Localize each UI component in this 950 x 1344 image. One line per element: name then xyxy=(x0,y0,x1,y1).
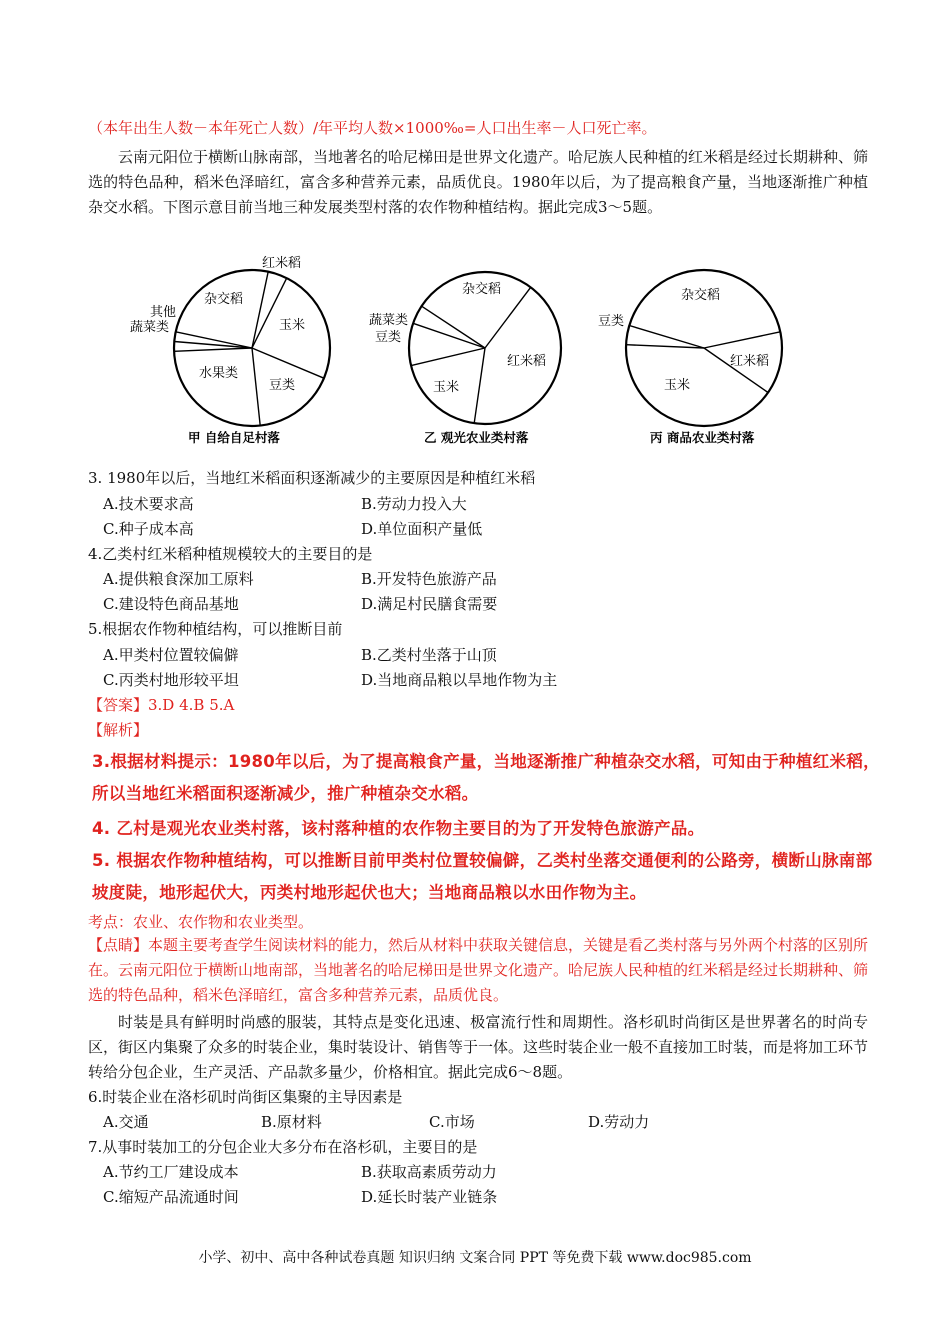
question-6-option-a: A.交通 xyxy=(103,1113,149,1131)
dianjing-paragraph: 【点睛】本题主要考查学生阅读材料的能力，然后从材料中获取关键信息，关键是看乙类村落与另外两个村落的区别所在。云南元阳位于横断山地南部，当地著名的哈尼梯田是世界文化遗产。哈尼族人民种植的红米稻是经过长期耕种、筛选的特色品种，稻米色泽暗红，富含多种营养元素，品质优良。 xyxy=(88,936,869,1004)
explanation-3-line-1: 3.根据材料提示：1980年以后，为了提高粮食产量，当地逐渐推广种植杂交水稻，可知由于种植红米稻， xyxy=(92,752,880,771)
question-5-option-d: D.当地商品粮以旱地作物为主 xyxy=(361,671,558,689)
question-4-option-d: D.满足村民膳食需要 xyxy=(361,595,498,613)
pie-title: 丙 商品农业类村落 xyxy=(650,430,755,445)
pie-label: 杂交稻 xyxy=(681,288,721,303)
question-7-option-c: C.缩短产品流通时间 xyxy=(103,1188,239,1206)
intro-paragraph-fashion: 时装是具有鲜明时尚感的服装，其特点是变化迅速、极富流行性和周期性。洛杉矶时尚街区是世界著名的时尚专区，街区内集聚了众多的时装企业，集时装设计、销售等于一体。这些时装企业一般不直接加工时装，而是将加工环节转给分包企业，生产灵活、产品款多量少，价格相宜。据此完成6～8题。 xyxy=(88,1013,869,1081)
pie-label: 蔬菜类 xyxy=(130,320,170,335)
pie-label: 豆类 xyxy=(269,378,296,393)
pie-label: 红米稻 xyxy=(730,354,770,369)
explanation-4: 4. 乙村是观光农业类村落，该村落种植的农作物主要目的为了开发特色旅游产品。 xyxy=(92,819,705,838)
pie-label: 杂交稻 xyxy=(462,282,502,297)
kaodian-line: 考点：农业、农作物和农业类型。 xyxy=(88,913,314,931)
question-5-option-a: A.甲类村位置较偏僻 xyxy=(103,646,239,664)
pie-label: 蔬菜类 xyxy=(369,313,409,328)
question-5-option-c: C.丙类村地形较平坦 xyxy=(103,671,239,689)
pie-label: 玉米 xyxy=(664,378,691,393)
question-7-stem: 7.从事时装加工的分包企业大多分布在洛杉矶，主要目的是 xyxy=(88,1138,478,1156)
question-6-option-b: B.原材料 xyxy=(261,1113,322,1131)
question-4-option-c: C.建设特色商品基地 xyxy=(103,595,239,613)
page-footer: 小学、初中、高中各种试卷真题 知识归纳 文案合同 PPT 等免费下载 www.doc985.com xyxy=(198,1250,752,1266)
pie-title: 甲 自给自足村落 xyxy=(188,430,280,445)
analysis-label: 【解析】 xyxy=(88,721,149,739)
pie-label: 豆类 xyxy=(598,314,625,329)
pie-title: 乙 观光农业类村落 xyxy=(424,430,529,445)
intro-paragraph-yunnan: 云南元阳位于横断山脉南部，当地著名的哈尼梯田是世界文化遗产。哈尼族人民种植的红米稻是经过长期耕种、筛选的特色品种，稻米色泽暗红，富含多种营养元素，品质优良。1980年以后，为了提高粮食产量，当地逐渐推广种植杂交水稻。下图示意目前当地三种发展类型村落的农作物种植结构。据此完成3～5题。 xyxy=(88,148,869,216)
formula-line: （本年出生人数－本年死亡人数）/年平均人数×1000‰=人口出生率－人口死亡率。 xyxy=(88,119,657,137)
question-4-option-b: B.开发特色旅游产品 xyxy=(361,570,497,588)
question-5-option-b: B.乙类村坐落于山顶 xyxy=(361,646,497,664)
pie-label: 水果类 xyxy=(199,366,239,381)
question-7-option-d: D.延长时装产业链条 xyxy=(361,1188,498,1206)
question-6-option-c: C.市场 xyxy=(429,1113,475,1131)
explanation-5-line-2: 坡度陡，地形起伏大，丙类村地形起伏也大；当地商品粮以水田作物为主。 xyxy=(92,883,647,902)
question-3-option-a: A.技术要求高 xyxy=(103,495,194,513)
question-4-stem: 4.乙类村红米稻种植规模较大的主要目的是 xyxy=(88,545,373,563)
question-3-option-c: C.种子成本高 xyxy=(103,520,194,538)
question-3-option-d: D.单位面积产量低 xyxy=(361,520,483,538)
explanation-5-line-1: 5. 根据农作物种植结构，可以推断目前甲类村位置较偏僻，乙类村坐落交通便利的公路旁，横断山脉南部 xyxy=(92,851,873,870)
question-3-stem: 3. 1980年以后，当地红米稻面积逐渐减少的主要原因是种植红米稻 xyxy=(88,469,536,487)
question-5-stem: 5.根据农作物种植结构，可以推断目前 xyxy=(88,620,343,638)
pie-chart-yi xyxy=(369,272,561,445)
question-6-stem: 6.时装企业在洛杉矶时尚街区集聚的主导因素是 xyxy=(88,1088,403,1106)
question-7-option-a: A.节约工厂建设成本 xyxy=(103,1163,239,1181)
pie-label: 玉米 xyxy=(433,380,460,395)
pie-label: 其他 xyxy=(150,305,177,320)
explanation-3-line-2: 所以当地红米稻面积逐渐减少，推广种植杂交水稻。 xyxy=(92,784,479,803)
pie-label: 红米稻 xyxy=(262,256,302,271)
question-6-option-d: D.劳动力 xyxy=(588,1113,650,1131)
pie-chart-jia xyxy=(130,255,330,445)
pie-chart-bing xyxy=(598,270,782,445)
question-4-option-a: A.提供粮食深加工原料 xyxy=(103,570,254,588)
crop-structure-charts xyxy=(0,250,950,450)
answer-line: 【答案】3.D 4.B 5.A xyxy=(88,696,235,714)
question-3-option-b: B.劳动力投入大 xyxy=(361,495,467,513)
pie-label: 玉米 xyxy=(279,318,306,333)
pie-label: 豆类 xyxy=(375,330,402,345)
pie-label: 杂交稻 xyxy=(204,292,244,307)
question-7-option-b: B.获取高素质劳动力 xyxy=(361,1163,497,1181)
pie-label: 红米稻 xyxy=(507,354,547,369)
